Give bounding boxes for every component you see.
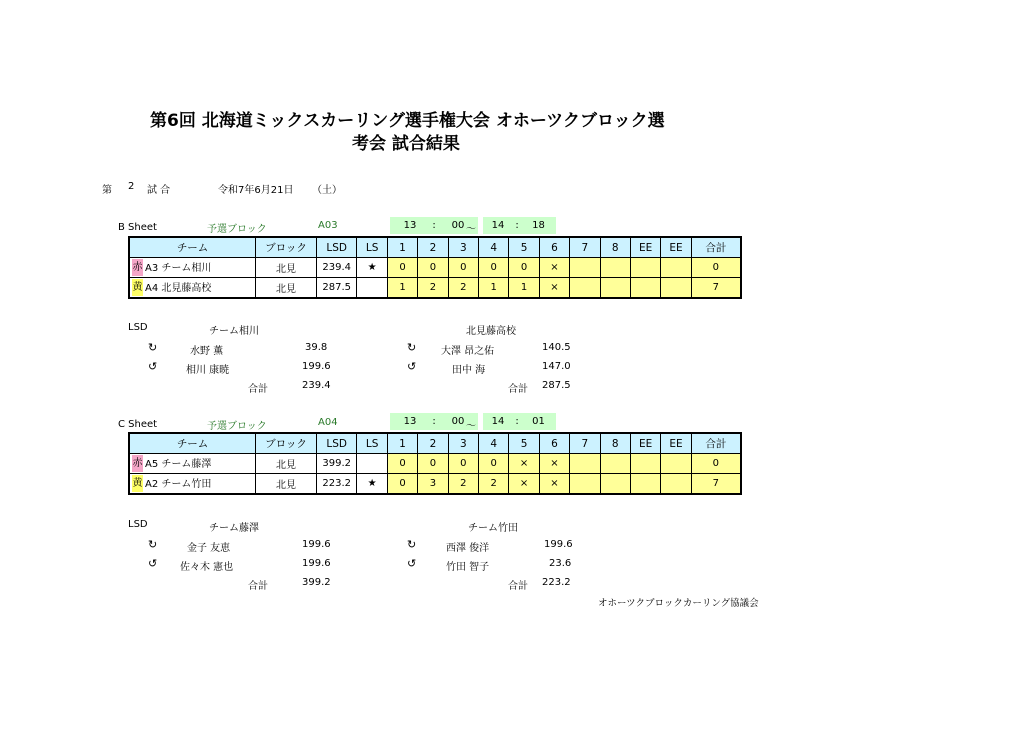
end-score: 1 — [479, 278, 509, 299]
lsd-cell: 239.4 — [316, 258, 357, 278]
end-score: × — [539, 258, 569, 278]
clockwise-icon: ↻ — [407, 538, 417, 551]
clockwise-icon: ↻ — [148, 538, 158, 551]
total-score: 0 — [691, 454, 741, 474]
area-cell: 北見 — [256, 278, 317, 299]
header-row — [129, 237, 741, 258]
scoreboard-sheet-b — [128, 236, 742, 299]
time-tilde: ～ — [466, 421, 476, 432]
time-tilde: ～ — [466, 224, 476, 235]
lsd-total: 399.2 — [302, 577, 331, 588]
header-end-5: 5 — [509, 237, 539, 258]
end-minute: 18 — [521, 217, 556, 234]
clockwise-icon: ↻ — [148, 341, 158, 354]
end-score: × — [539, 474, 569, 495]
player-name: 金子 友恵 — [187, 543, 231, 554]
header-end-3: 3 — [448, 433, 478, 454]
end-score: 0 — [448, 454, 478, 474]
header-end-1: 1 — [387, 237, 417, 258]
lsd-team-name: チーム相川 — [209, 326, 259, 337]
end-minute: 01 — [521, 413, 556, 430]
start-hour: 13 — [390, 217, 430, 234]
end-score: 0 — [418, 258, 448, 278]
end-score: 1 — [509, 278, 539, 299]
end-score — [661, 454, 691, 474]
header-end-4: 4 — [479, 237, 509, 258]
end-score — [630, 474, 660, 495]
counterclockwise-icon: ↺ — [148, 557, 158, 570]
stone-color-yellow: 黄 — [132, 475, 143, 492]
end-score: 2 — [479, 474, 509, 495]
end-score: 1 — [387, 278, 417, 299]
player-lsd: 199.6 — [302, 361, 331, 372]
player-lsd: 140.5 — [542, 342, 571, 353]
time-colon: : — [513, 413, 521, 430]
total-score: 0 — [691, 258, 741, 278]
start-minute: 00 — [438, 217, 478, 234]
player-name: 水野 薫 — [190, 346, 224, 357]
counterclockwise-icon: ↺ — [148, 360, 158, 373]
stone-color-red: 赤 — [132, 259, 143, 276]
sheet-name: C Sheet — [118, 419, 158, 430]
block-label: 予選ブロック — [207, 224, 267, 235]
header-end-8: 8 — [600, 237, 630, 258]
time-colon: : — [430, 413, 438, 430]
ls-cell — [357, 278, 387, 299]
header-end-4: 4 — [479, 433, 509, 454]
team-row — [129, 474, 741, 495]
area-cell: 北見 — [256, 454, 317, 474]
time-colon: : — [513, 217, 521, 234]
player-lsd: 199.6 — [302, 558, 331, 569]
sheet-name: B Sheet — [118, 222, 157, 233]
end-score — [661, 258, 691, 278]
header-end-3: 3 — [448, 237, 478, 258]
end-score: 0 — [387, 258, 417, 278]
header-end-5: 5 — [509, 433, 539, 454]
player-name: 西澤 俊洋 — [446, 543, 490, 554]
area-cell: 北見 — [256, 258, 317, 278]
end-score: × — [539, 278, 569, 299]
header-total: 合計 — [691, 237, 741, 258]
end-score — [661, 474, 691, 495]
organizer-footer: オホーツクブロックカーリング協議会 — [598, 598, 759, 609]
end-score — [630, 278, 660, 299]
end-score: 0 — [479, 258, 509, 278]
player-lsd: 147.0 — [542, 361, 571, 372]
scoreboard-sheet-c — [128, 432, 742, 495]
header-row — [129, 433, 741, 454]
lsd-total-label: 合計 — [508, 581, 528, 592]
block-label: 予選ブロック — [207, 421, 267, 432]
end-score: 0 — [448, 258, 478, 278]
header-lsd: LSD — [316, 237, 357, 258]
player-name: 大澤 昂之佑 — [441, 346, 495, 357]
game-number-prefix: 第 — [102, 185, 112, 196]
end-score — [630, 258, 660, 278]
lsd-cell: 399.2 — [316, 454, 357, 474]
team-name: A4 北見藤高校 — [145, 282, 212, 294]
team-cell — [129, 454, 256, 474]
end-score: 2 — [448, 474, 478, 495]
lsd-cell: 223.2 — [316, 474, 357, 495]
end-score — [661, 278, 691, 299]
header-ls: LS — [357, 237, 387, 258]
header-end-2: 2 — [418, 433, 448, 454]
counterclockwise-icon: ↺ — [407, 360, 417, 373]
counterclockwise-icon: ↺ — [407, 557, 417, 570]
end-score — [600, 278, 630, 299]
team-row — [129, 454, 741, 474]
end-score: × — [509, 454, 539, 474]
end-score — [570, 474, 600, 495]
block-code: A03 — [318, 220, 338, 231]
end-score: × — [539, 454, 569, 474]
end-hour: 14 — [483, 217, 513, 234]
header-team: チーム — [129, 237, 256, 258]
end-score — [600, 258, 630, 278]
header-end-2: 2 — [418, 237, 448, 258]
end-score: 2 — [418, 278, 448, 299]
block-code: A04 — [318, 417, 338, 428]
end-score: 3 — [418, 474, 448, 495]
end-score: 0 — [387, 474, 417, 495]
end-score — [570, 258, 600, 278]
page-title-continued: 考会 試合結果 — [352, 134, 460, 154]
lsd-cell: 287.5 — [316, 278, 357, 299]
game-date: 令和7年6月21日 — [218, 185, 294, 196]
ls-cell — [357, 454, 387, 474]
header-end-6: 6 — [539, 433, 569, 454]
end-score: × — [509, 474, 539, 495]
player-lsd: 23.6 — [549, 558, 572, 569]
lsd-total-label: 合計 — [248, 581, 268, 592]
end-score: 2 — [448, 278, 478, 299]
team-cell — [129, 258, 256, 278]
lsd-total: 287.5 — [542, 380, 571, 391]
team-row — [129, 278, 741, 299]
player-lsd: 199.6 — [544, 539, 573, 550]
game-number: 2 — [128, 181, 135, 192]
header-block: ブロック — [256, 433, 317, 454]
player-name: 相川 康暁 — [186, 365, 230, 376]
player-name: 竹田 智子 — [446, 562, 490, 573]
team-name: A2 チーム竹田 — [145, 478, 212, 490]
header-extra-end: EE — [630, 237, 660, 258]
end-score — [570, 454, 600, 474]
header-extra-end: EE — [661, 433, 691, 454]
game-label: 試 合 — [147, 185, 171, 196]
start-hour: 13 — [390, 413, 430, 430]
end-score — [600, 474, 630, 495]
total-score: 7 — [691, 278, 741, 299]
team-name: A5 チーム藤澤 — [145, 458, 212, 470]
stone-color-red: 赤 — [132, 455, 143, 472]
stone-color-yellow: 黄 — [132, 279, 143, 296]
lsd-total: 239.4 — [302, 380, 331, 391]
header-extra-end: EE — [661, 237, 691, 258]
start-minute: 00 — [438, 413, 478, 430]
lsd-team-name: チーム藤澤 — [209, 523, 259, 534]
lsd-section-label: LSD — [128, 519, 148, 530]
lsd-team-name: 北見藤高校 — [466, 326, 516, 337]
header-block: ブロック — [256, 237, 317, 258]
player-name: 田中 海 — [452, 365, 486, 376]
game-weekday: （土） — [312, 185, 342, 196]
area-cell: 北見 — [256, 474, 317, 495]
header-end-6: 6 — [539, 237, 569, 258]
lsd-team-name: チーム竹田 — [468, 523, 518, 534]
time-colon: : — [430, 217, 438, 234]
end-score — [570, 278, 600, 299]
header-team: チーム — [129, 433, 256, 454]
ls-cell: ★ — [357, 474, 387, 495]
lsd-total-label: 合計 — [248, 384, 268, 395]
header-end-1: 1 — [387, 433, 417, 454]
player-lsd: 199.6 — [302, 539, 331, 550]
team-row — [129, 258, 741, 278]
end-score: 0 — [387, 454, 417, 474]
header-ls: LS — [357, 433, 387, 454]
team-cell — [129, 278, 256, 299]
player-name: 佐々木 憲也 — [180, 562, 234, 573]
lsd-total-label: 合計 — [508, 384, 528, 395]
total-score: 7 — [691, 474, 741, 495]
header-end-7: 7 — [570, 433, 600, 454]
page-title: 第6回 北海道ミックスカーリング選手権大会 オホーツクブロック選 — [150, 111, 665, 131]
end-score — [630, 454, 660, 474]
header-extra-end: EE — [630, 433, 660, 454]
lsd-total: 223.2 — [542, 577, 571, 588]
end-score: 0 — [479, 454, 509, 474]
ls-cell: ★ — [357, 258, 387, 278]
end-score: 0 — [509, 258, 539, 278]
header-end-8: 8 — [600, 433, 630, 454]
player-lsd: 39.8 — [305, 342, 328, 353]
team-cell — [129, 474, 256, 495]
clockwise-icon: ↻ — [407, 341, 417, 354]
lsd-section-label: LSD — [128, 322, 148, 333]
end-hour: 14 — [483, 413, 513, 430]
end-score: 0 — [418, 454, 448, 474]
header-lsd: LSD — [316, 433, 357, 454]
header-end-7: 7 — [570, 237, 600, 258]
end-score — [600, 454, 630, 474]
header-total: 合計 — [691, 433, 741, 454]
team-name: A3 チーム相川 — [145, 262, 212, 274]
